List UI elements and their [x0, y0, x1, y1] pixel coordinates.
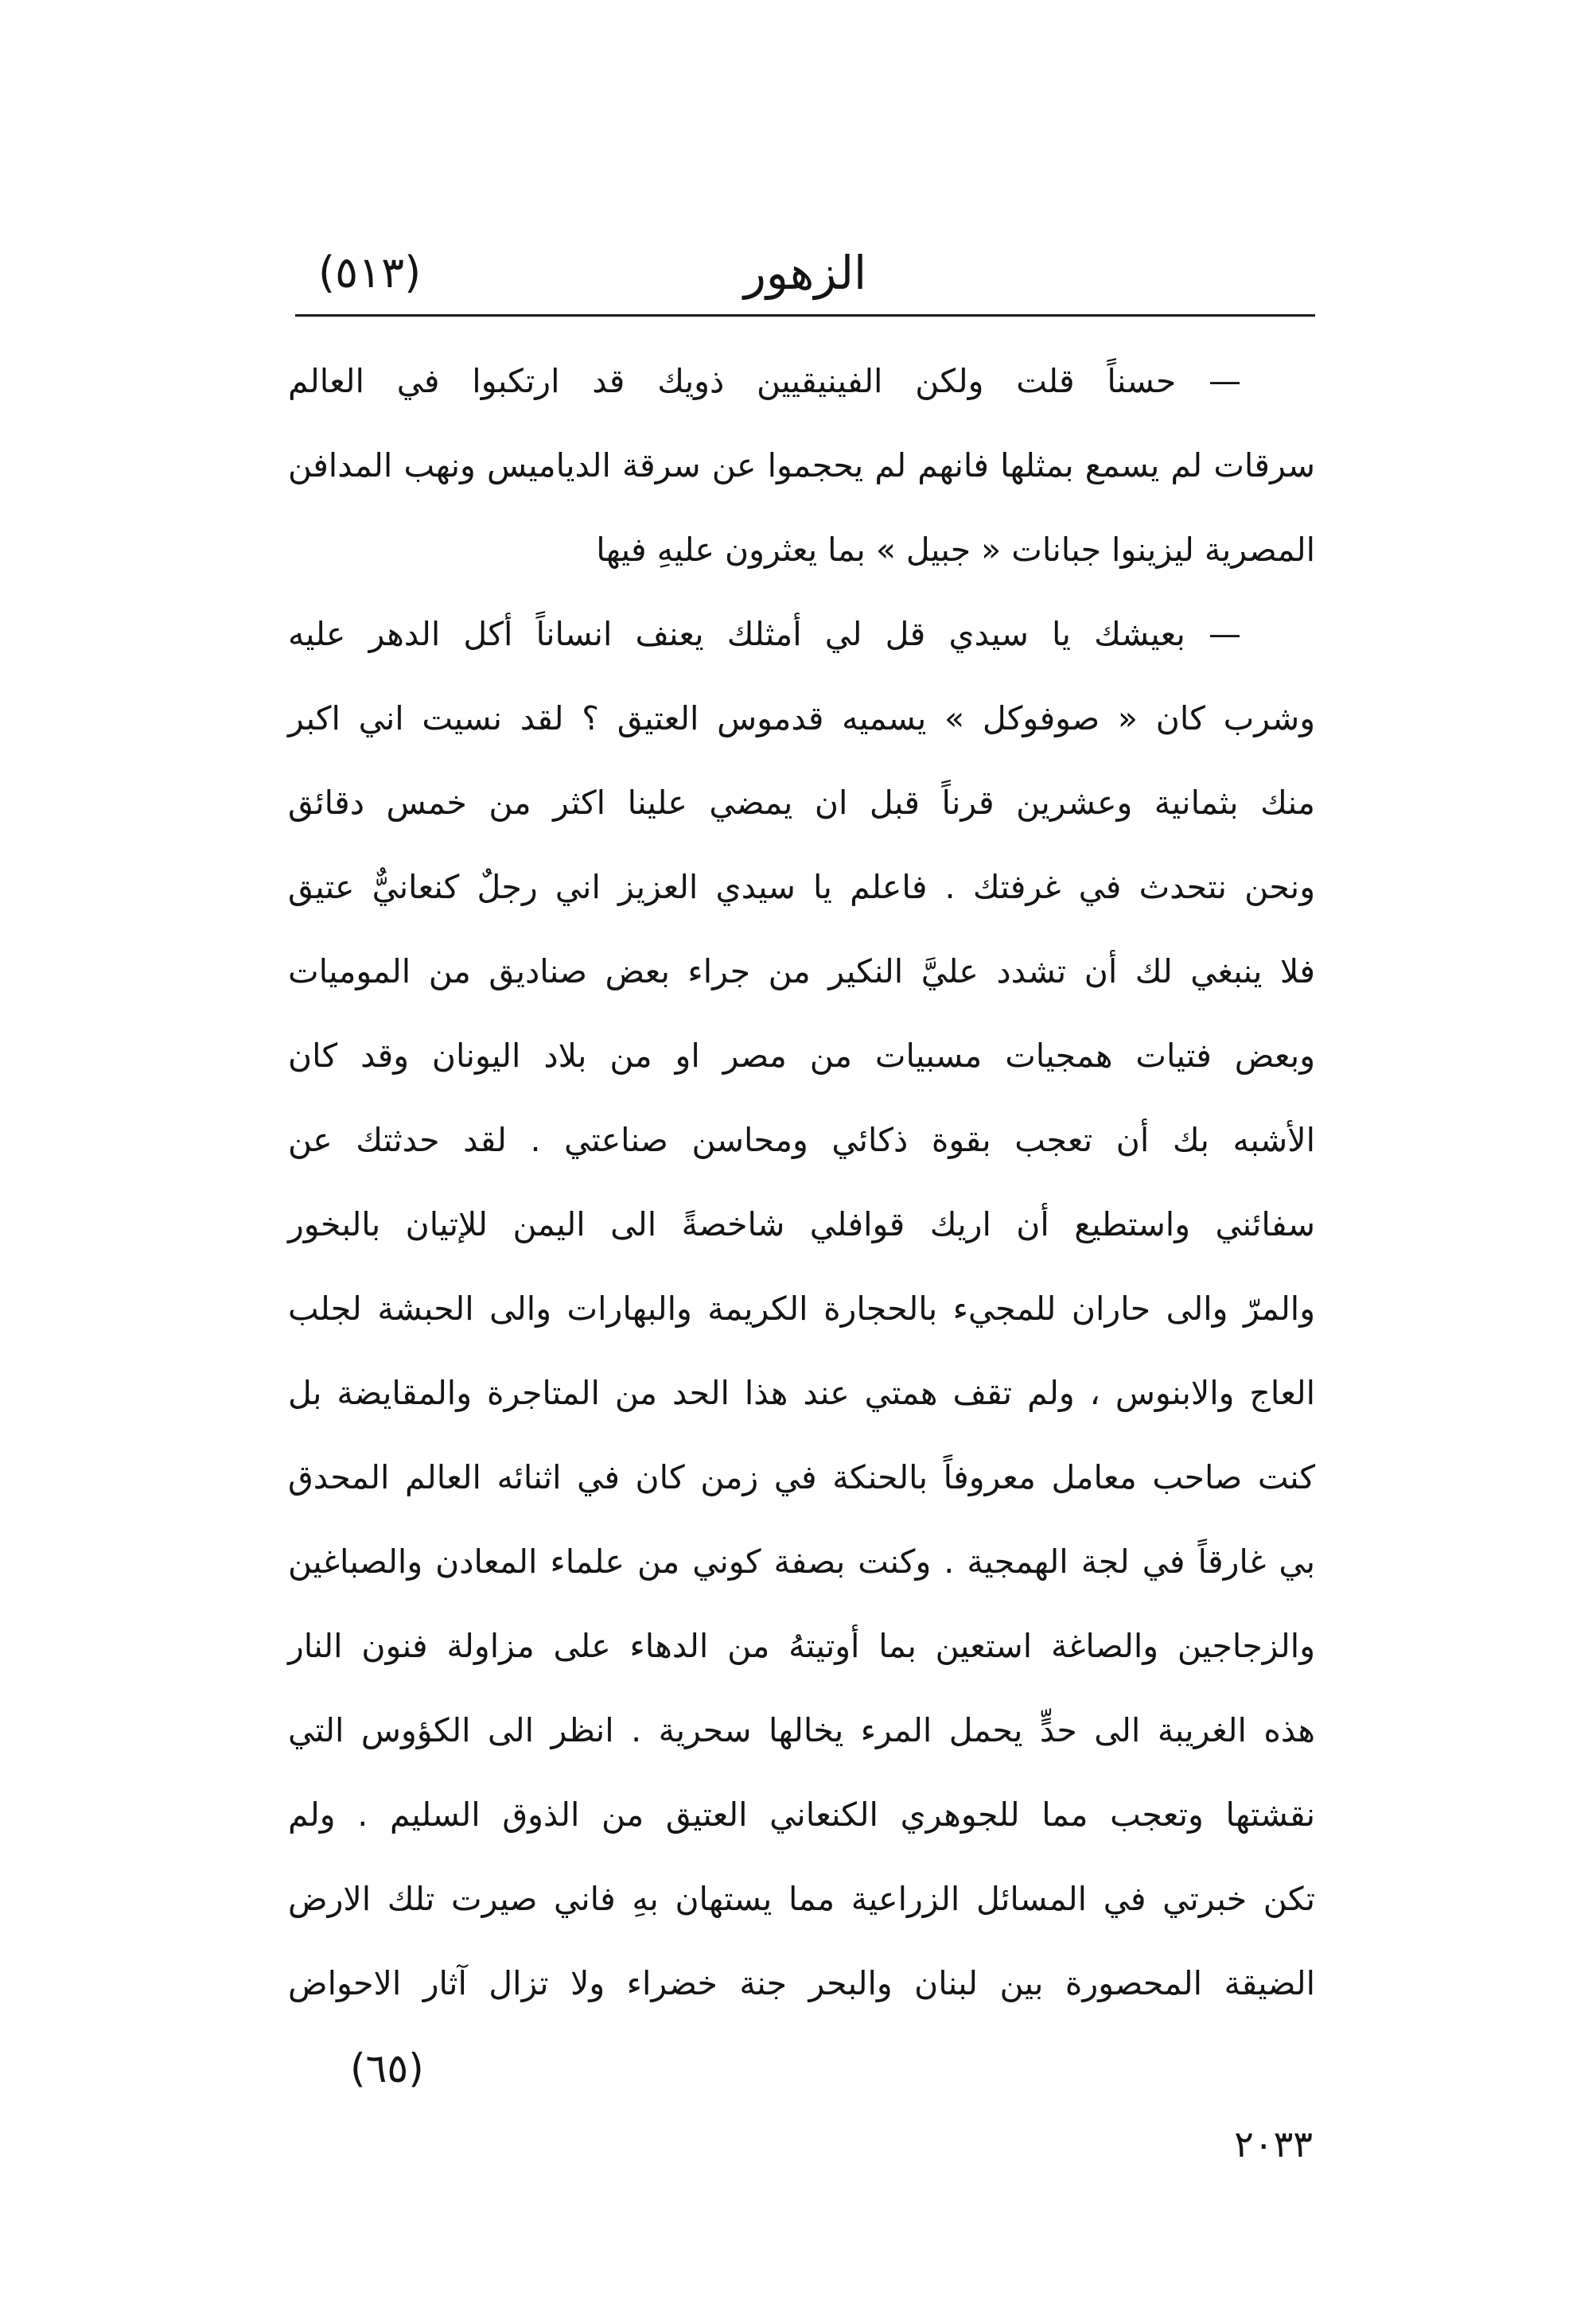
sheet-number: ٢٠٣٣ — [1234, 2122, 1313, 2165]
running-title: الزهور — [743, 246, 867, 300]
body-line: المصرية ليزينوا جبانات « جبيل » بما يعثرون عليهِ فيها — [596, 531, 1315, 569]
body-text — [288, 339, 1315, 2025]
body-line: سرقات لم يسمع بمثلها فانهم لم يحجموا عن سرقة الدياميس ونهب المدافن — [288, 446, 1315, 484]
body-line: ونحن نتحدث في غرفتك . فاعلم يا سيدي العزيز اني رجلٌ كنعانيٌّ عتيق — [288, 868, 1315, 906]
page-number: (٥١٣) — [318, 247, 422, 298]
body-line: فلا ينبغي لك أن تشدد عليَّ النكير من جراء بعض صناديق من الموميات — [288, 952, 1315, 990]
body-line: والزجاجين والصاغة استعين بما أوتيتهُ من الدهاء على مزاولة فنون النار — [288, 1627, 1315, 1665]
body-line: كنت صاحب معامل معروفاً بالحنكة في زمن كان في اثنائه العالم المحدق — [288, 1458, 1315, 1496]
body-line: منك بثمانية وعشرين قرناً قبل ان يمضي علينا اكثر من خمس دقائق — [288, 784, 1315, 822]
body-line: — حسناً قلت ولكن الفينيقيين ذويك قد ارتكبوا في العالم — [288, 362, 1241, 400]
body-line: — بعيشك يا سيدي قل لي أمثلك يعنف انساناً أكل الدهر عليه — [288, 615, 1241, 653]
body-line: الأشبه بك أن تعجب بقوة ذكائي ومحاسن صناعتي . لقد حدثتك عن — [288, 1121, 1315, 1159]
body-line: العاج والابنوس ، ولم تقف همتي عند هذا الحد من المتاجرة والمقايضة بل — [288, 1374, 1315, 1412]
body-line: وشرب كان « صوفوكل » يسميه قدموس العتيق ؟ لقد نسيت اني اكبر — [288, 699, 1315, 737]
signature-mark: (٦٥) — [350, 2045, 424, 2091]
body-line: بي غارقاً في لجة الهمجية . وكنت بصفة كوني من علماء المعادن والصباغين — [288, 1543, 1315, 1581]
body-line: الضيقة المحصورة بين لبنان والبحر جنة خضراء ولا تزال آثار الاحواض — [288, 1964, 1315, 2002]
body-line: نقشتها وتعجب مما للجوهري الكنعاني العتيق من الذوق السليم . ولم — [288, 1796, 1315, 1834]
body-line: تكن خبرتي في المسائل الزراعية مما يستهان بهِ فاني صيرت تلك الارض — [288, 1880, 1315, 1918]
body-line: والمرّ والى حاران للمجيء بالحجارة الكريمة والبهارات والى الحبشة لجلب — [288, 1290, 1315, 1328]
body-line: وبعض فتيات همجيات مسبيات من مصر او من بلاد اليونان وقد كان — [288, 1037, 1315, 1075]
body-line: سفائني واستطيع أن اريك قوافلي شاخصةً الى اليمن للإتيان بالبخور — [288, 1205, 1315, 1243]
body-line: هذه الغريبة الى حدٍّ يحمل المرء يخالها سحرية . انظر الى الكؤوس التي — [288, 1711, 1315, 1749]
header-rule — [295, 314, 1315, 317]
